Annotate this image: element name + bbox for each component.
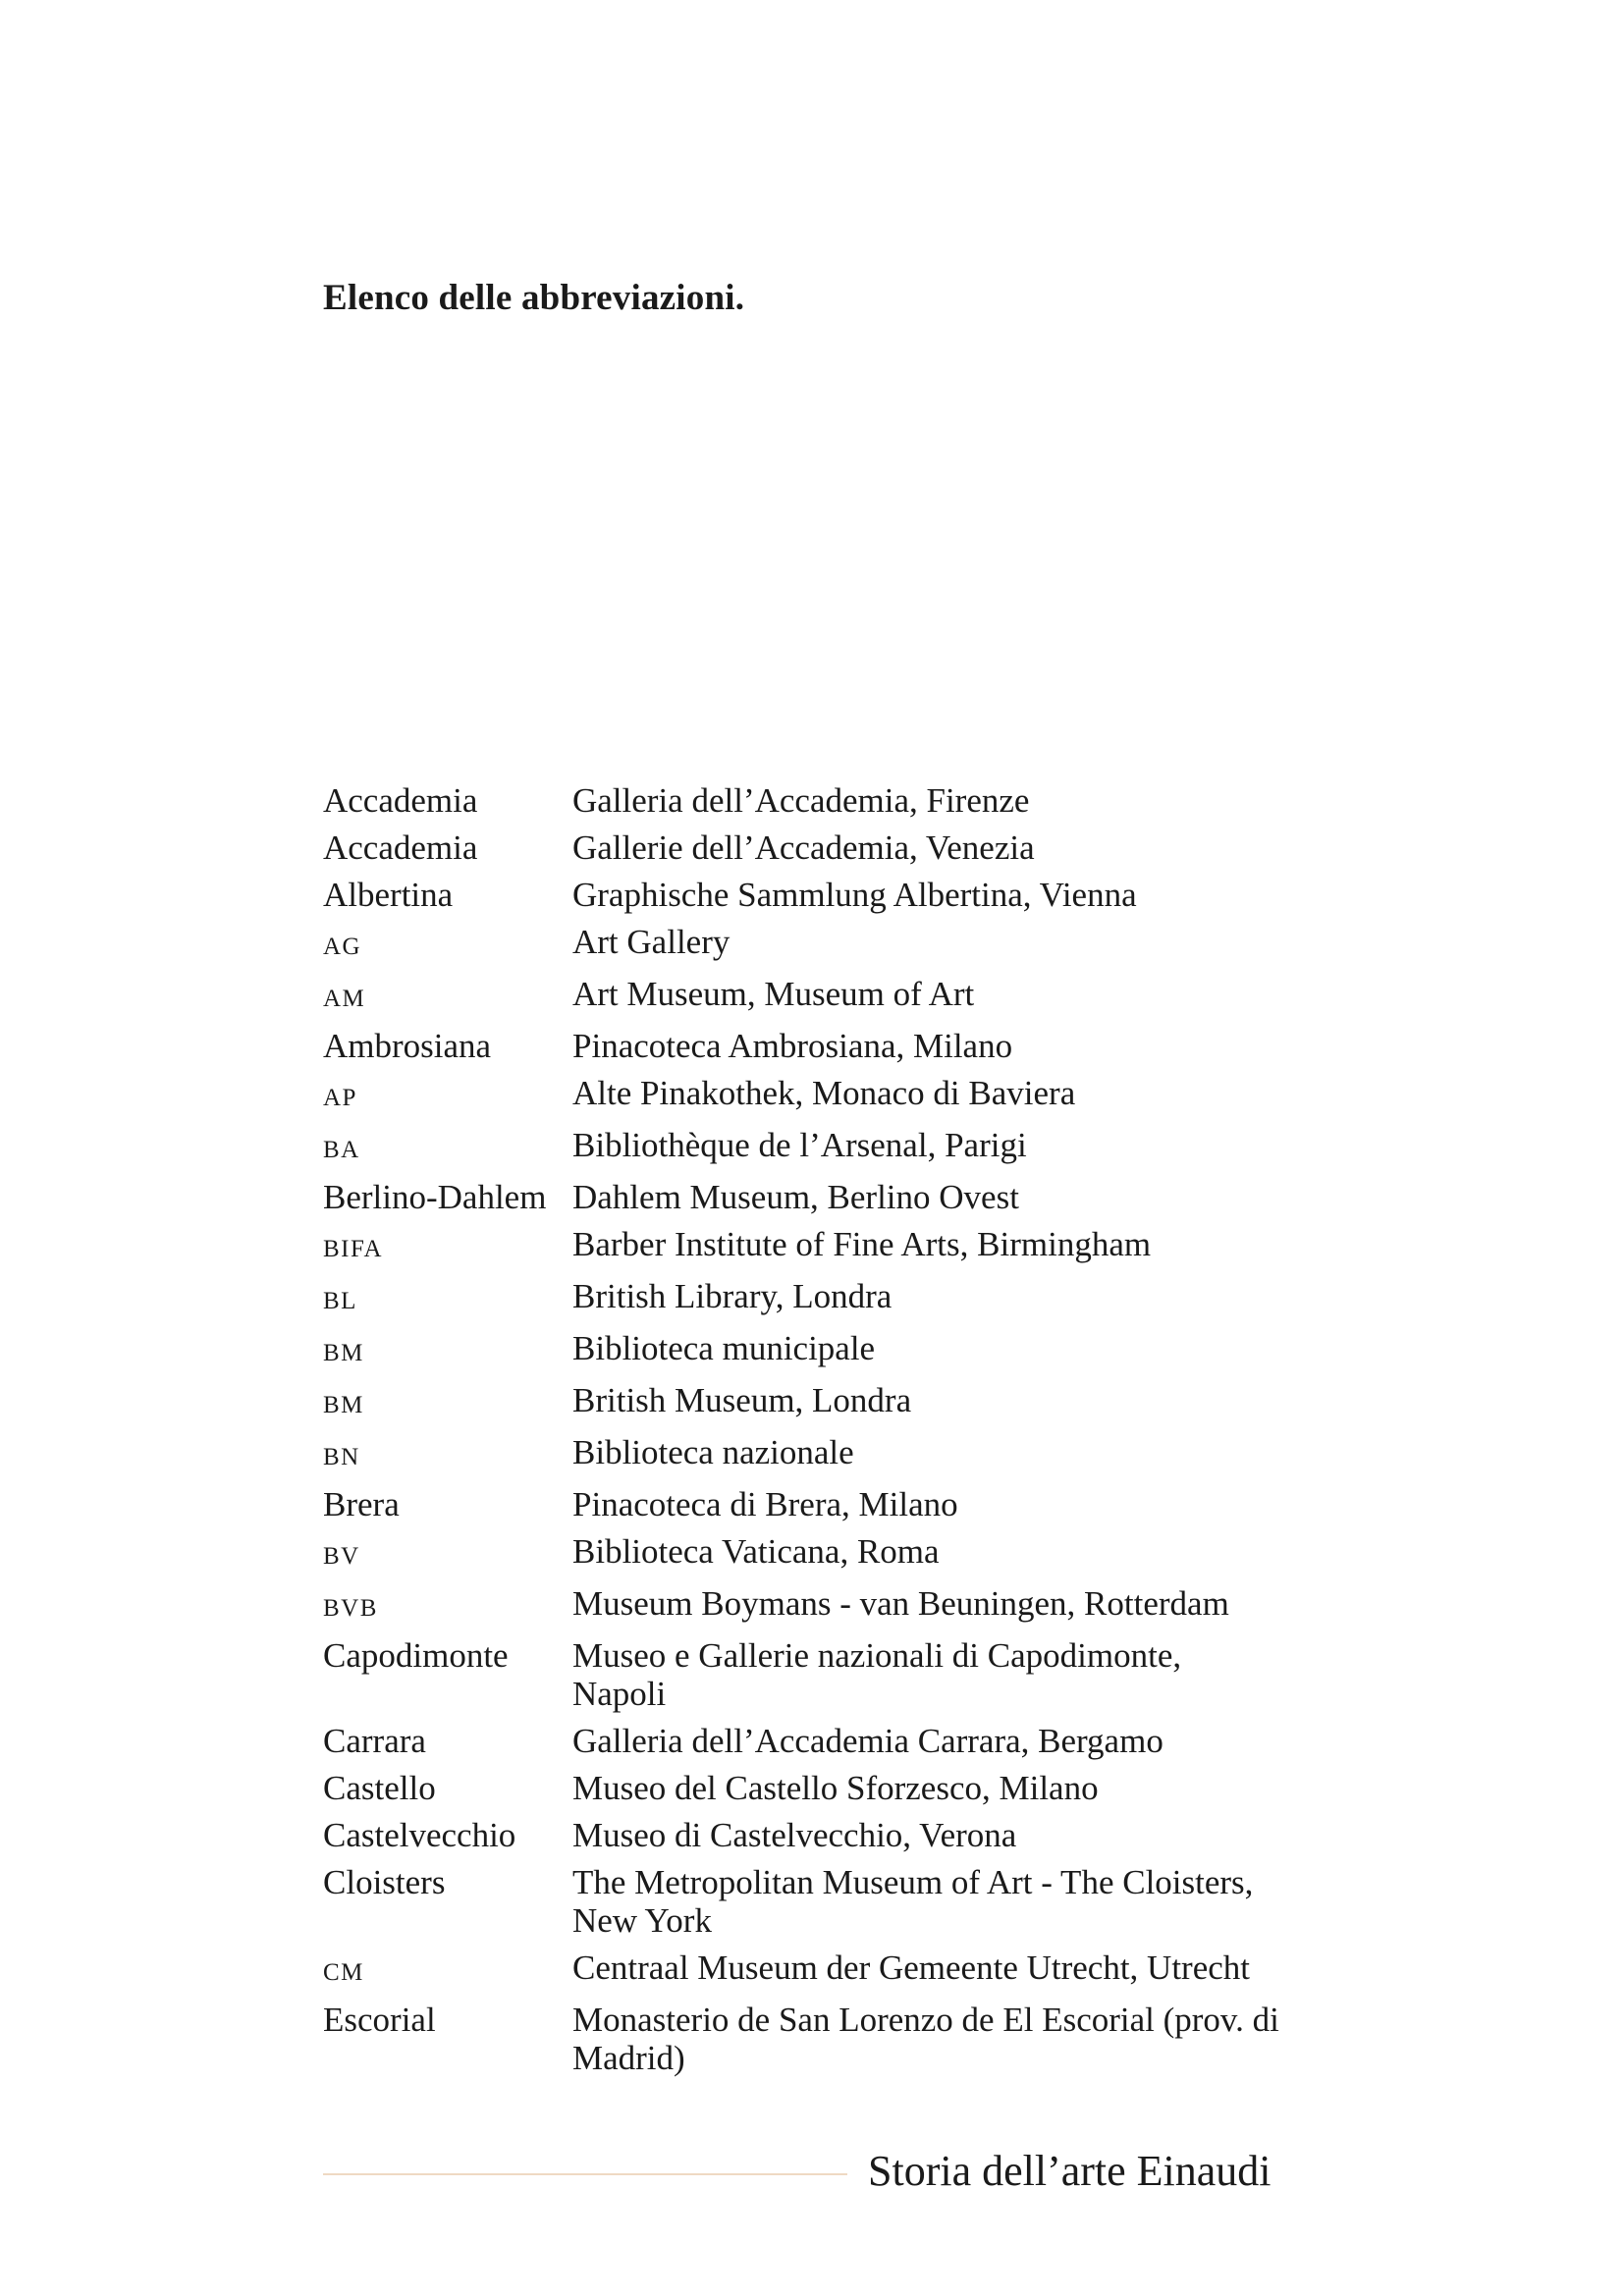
abbreviation-row (323, 1277, 1305, 1320)
page-title: Elenco delle abbreviazioni. (323, 278, 745, 318)
abbreviation-meaning: Biblioteca nazionale (572, 1433, 854, 1471)
abbreviation-row (323, 1329, 1305, 1372)
abbreviation-row (323, 923, 1305, 966)
abbreviation-row (323, 1863, 1305, 1940)
abbreviation-key: BM (323, 1392, 364, 1418)
abbreviation-key: AM (323, 986, 366, 1012)
footer-divider (323, 2173, 847, 2175)
abbreviation-key: Cloisters (323, 1863, 446, 1901)
abbreviation-list (323, 781, 1305, 2086)
abbreviation-row (323, 1126, 1305, 1169)
abbreviation-key: AG (323, 934, 362, 960)
abbreviation-meaning: Pinacoteca di Brera, Milano (572, 1485, 958, 1523)
abbreviation-meaning: The Metropolitan Museum of Art - The Cloisters, New York (572, 1863, 1254, 1940)
abbreviation-meaning: Art Gallery (572, 923, 730, 961)
abbreviation-key: BA (323, 1137, 360, 1163)
abbreviation-key: Escorial (323, 2001, 436, 2039)
abbreviation-meaning: Museum Boymans - van Beuningen, Rotterdam (572, 1584, 1229, 1623)
abbreviation-key: AP (323, 1085, 357, 1111)
abbreviation-meaning: Gallerie dell’Accademia, Venezia (572, 828, 1035, 867)
abbreviation-row (323, 1769, 1305, 1807)
abbreviation-key: Albertina (323, 876, 454, 914)
abbreviation-key: CM (323, 1959, 364, 1986)
abbreviation-row (323, 781, 1305, 820)
abbreviation-meaning: Graphische Sammlung Albertina, Vienna (572, 876, 1137, 914)
abbreviation-row (323, 2001, 1305, 2077)
footer-brand: Storia dell’arte Einaudi (868, 2147, 1271, 2195)
abbreviation-row (323, 975, 1305, 1018)
abbreviation-meaning: Museo del Castello Sforzesco, Milano (572, 1769, 1099, 1807)
abbreviation-meaning: Centraal Museum der Gemeente Utrecht, Utrecht (572, 1949, 1251, 1987)
abbreviation-row (323, 1178, 1305, 1216)
abbreviation-key: Ambrosiana (323, 1027, 492, 1065)
abbreviation-meaning: Bibliothèque de l’Arsenal, Parigi (572, 1126, 1027, 1164)
abbreviation-row (323, 1584, 1305, 1628)
abbreviation-row (323, 1027, 1305, 1065)
abbreviation-key: Accademia (323, 828, 478, 867)
abbreviation-row (323, 1485, 1305, 1523)
abbreviation-meaning: Galleria dell’Accademia, Firenze (572, 781, 1030, 820)
abbreviation-key: BN (323, 1444, 360, 1470)
abbreviation-key: Capodimonte (323, 1636, 509, 1675)
abbreviation-key: Accademia (323, 781, 478, 820)
abbreviation-row (323, 1722, 1305, 1760)
abbreviation-key: BM (323, 1340, 364, 1366)
abbreviation-row (323, 1532, 1305, 1575)
abbreviation-row (323, 828, 1305, 867)
abbreviation-meaning: Barber Institute of Fine Arts, Birmingham (572, 1225, 1152, 1263)
abbreviation-key: Carrara (323, 1722, 426, 1760)
abbreviation-meaning: Galleria dell’Accademia Carrara, Bergamo (572, 1722, 1163, 1760)
abbreviation-key: BL (323, 1288, 357, 1314)
abbreviation-key: BIFA (323, 1236, 384, 1262)
abbreviation-meaning: Dahlem Museum, Berlino Ovest (572, 1178, 1019, 1216)
abbreviation-meaning: Museo di Castelvecchio, Verona (572, 1816, 1017, 1854)
abbreviation-key: Castelvecchio (323, 1816, 516, 1854)
abbreviation-row (323, 1816, 1305, 1854)
abbreviation-key: BVB (323, 1595, 378, 1622)
abbreviation-meaning: Monasterio de San Lorenzo de El Escorial (prov. di Madrid) (572, 2001, 1279, 2077)
abbreviation-meaning: Alte Pinakothek, Monaco di Baviera (572, 1074, 1076, 1112)
abbreviation-key: Castello (323, 1769, 436, 1807)
abbreviation-meaning: British Museum, Londra (572, 1381, 912, 1419)
abbreviation-key: Brera (323, 1485, 400, 1523)
abbreviation-meaning: Pinacoteca Ambrosiana, Milano (572, 1027, 1013, 1065)
abbreviation-row (323, 1949, 1305, 1992)
abbreviation-row (323, 1074, 1305, 1117)
abbreviation-meaning: British Library, Londra (572, 1277, 893, 1315)
abbreviation-meaning: Art Museum, Museum of Art (572, 975, 975, 1013)
abbreviation-meaning: Museo e Gallerie nazionali di Capodimonte, Napoli (572, 1636, 1182, 1713)
abbreviation-meaning: Biblioteca Vaticana, Roma (572, 1532, 940, 1571)
abbreviation-row (323, 1636, 1305, 1713)
abbreviation-key: Berlino-Dahlem (323, 1178, 547, 1216)
abbreviation-row (323, 1225, 1305, 1268)
abbreviation-row (323, 876, 1305, 914)
abbreviation-row (323, 1381, 1305, 1424)
abbreviation-key: BV (323, 1543, 360, 1570)
abbreviation-meaning: Biblioteca municipale (572, 1329, 876, 1367)
abbreviation-row (323, 1433, 1305, 1476)
